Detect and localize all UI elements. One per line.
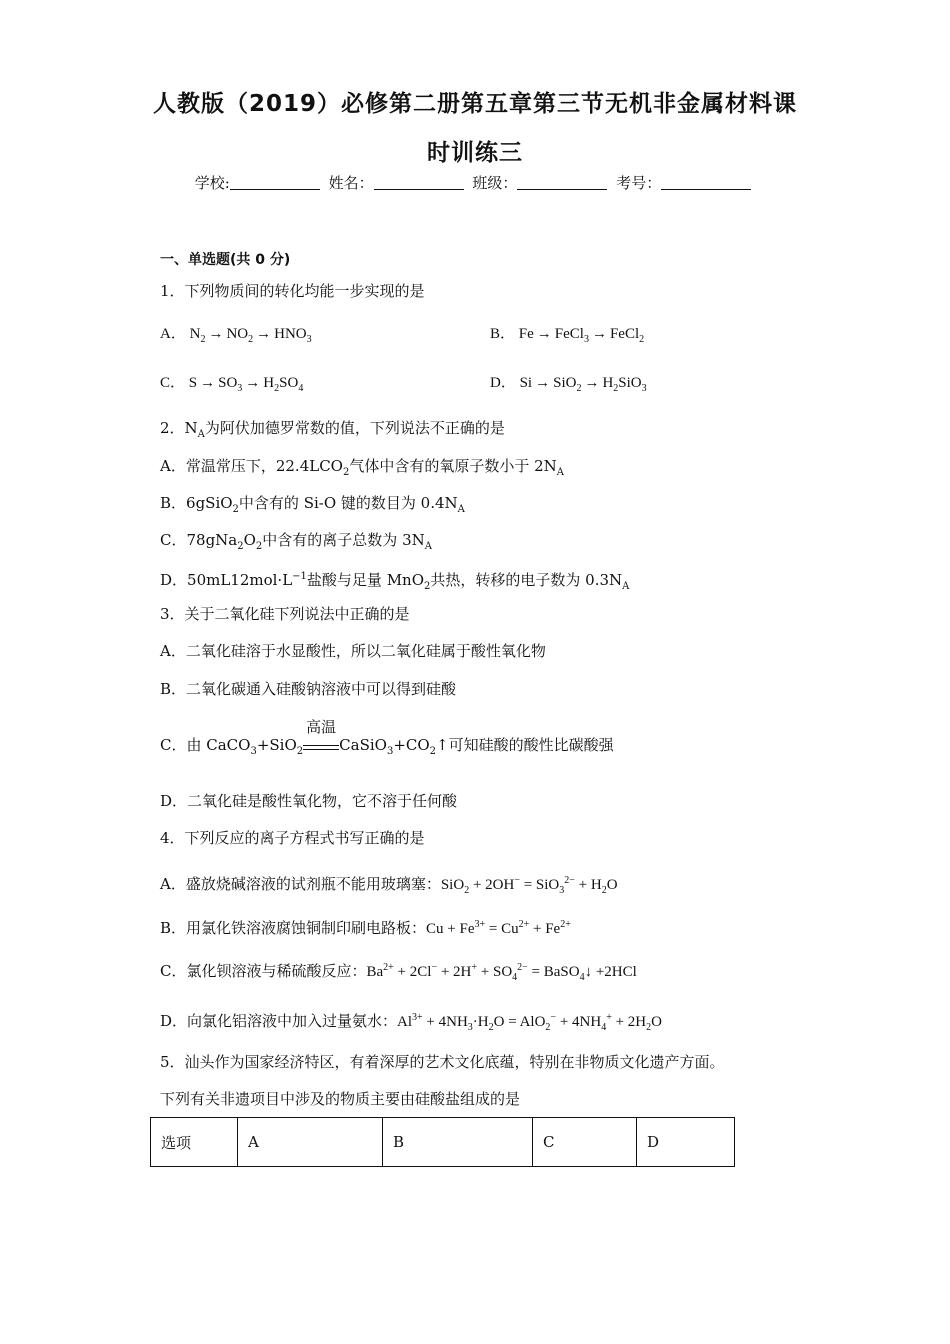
table-cell-a[interactable]: A [238, 1118, 383, 1167]
q3-option-c[interactable]: C．由 CaCO$_3$+SiO$_2$ 高温 $CaSiO_3+CO_2↑$可知硅酸的酸性比碳酸强 [160, 718, 614, 757]
table-cell-header: 选项 [151, 1118, 238, 1167]
table-cell-b[interactable]: B [383, 1118, 533, 1167]
q2-option-b[interactable]: B．6gSiO$_2$中含有的 Si-O 键的数目为 $0.4N_A$ [160, 494, 465, 515]
table-cell-c[interactable]: C [533, 1118, 637, 1167]
q5-stem-line2: 下列有关非遗项目中涉及的物质主要由硅酸盐组成的是 [160, 1090, 521, 1108]
q5-options-table [150, 1117, 735, 1167]
table-cell-d[interactable]: D [637, 1118, 735, 1167]
q1-option-a[interactable]: A． $N_2 \to NO_2 \to HNO_3$ [160, 326, 312, 345]
name-blank[interactable] [374, 174, 464, 190]
q1-stem: 1．下列物质间的转化均能一步实现的是 [160, 282, 425, 300]
q2-option-d[interactable]: D．$50mL12mol\cdot L^{-1}$盐酸与足量 MnO$_2$共热，转移的电子数为 $0.3N_A$ [160, 571, 630, 592]
q3-option-b[interactable]: B．二氧化碳通入硅酸钠溶液中可以得到硅酸 [160, 680, 457, 698]
q4-option-d[interactable]: D．向氯化铝溶液中加入过量氨水：$Al^{3+} + 4NH_3\cdot H_2O = AlO_2^- + 4NH_4^+ + 2H_2O$ [160, 1012, 662, 1033]
table-row [151, 1118, 735, 1167]
student-info-row [0, 172, 950, 193]
school-blank[interactable] [230, 174, 320, 190]
reaction-condition: 高温 [303, 739, 339, 750]
q4-stem: 4．下列反应的离子方程式书写正确的是 [160, 829, 425, 847]
q2-option-a[interactable]: A．常温常压下，$22.4LCO_2$气体中含有的氧原子数小于 $2N_A$ [160, 457, 565, 478]
number-blank[interactable] [661, 174, 751, 190]
class-label: 班级： [472, 174, 518, 192]
q3-option-a[interactable]: A．二氧化硅溶于水显酸性，所以二氧化硅属于酸性氧化物 [160, 642, 546, 660]
name-label: 姓名： [328, 174, 374, 192]
q4-option-a[interactable]: A．盛放烧碱溶液的试剂瓶不能用玻璃塞：$SiO_2 + 2OH^- = SiO_3^{2-} + H_2O$ [160, 875, 618, 896]
q3-stem: 3．关于二氧化硅下列说法中正确的是 [160, 605, 410, 623]
q1-option-b[interactable]: B． Fe → FeCl$_3$ → FeCl$_2$ [490, 326, 645, 345]
doc-title-line2: 时训练三 [427, 140, 523, 166]
section-heading: 一、单选题(共 0 分) [160, 252, 291, 268]
number-label: 考号： [616, 174, 662, 192]
q1-option-d[interactable]: D． $Si \to SiO_2 \to H_2SiO_3$ [490, 375, 647, 394]
q2-stem: 2．$N_A$为阿伏加德罗常数的值，下列说法不正确的是 [160, 419, 505, 440]
q4-option-c[interactable]: C．氯化钡溶液与稀硫酸反应：$Ba^{2+} + 2Cl^- + 2H^+ + SO_4^{2-}$ = BaSO$_4$↓ +2HCl [160, 962, 637, 983]
q1-option-c[interactable]: C． $S \to SO_3 \to H_2SO_4$ [160, 375, 304, 394]
doc-title-line1: 人教版（2019）必修第二册第五章第三节无机非金属材料课 [152, 91, 797, 117]
school-label: 学校: [194, 174, 230, 192]
class-blank[interactable] [517, 174, 607, 190]
q5-stem-line1: 5．汕头作为国家经济特区，有着深厚的艺术文化底蕴，特别在非物质文化遗产方面。 [160, 1053, 725, 1071]
q2-option-c[interactable]: C．$78gNa_2O_2$中含有的离子总数为 $3N_A$ [160, 531, 432, 552]
q4-option-b[interactable]: B．用氯化铁溶液腐蚀铜制印刷电路板：$Cu + Fe^{3+} = Cu^{2+} + Fe^{2+}$ [160, 919, 571, 937]
q3-option-d[interactable]: D．二氧化硅是酸性氧化物，它不溶于任何酸 [160, 792, 458, 810]
